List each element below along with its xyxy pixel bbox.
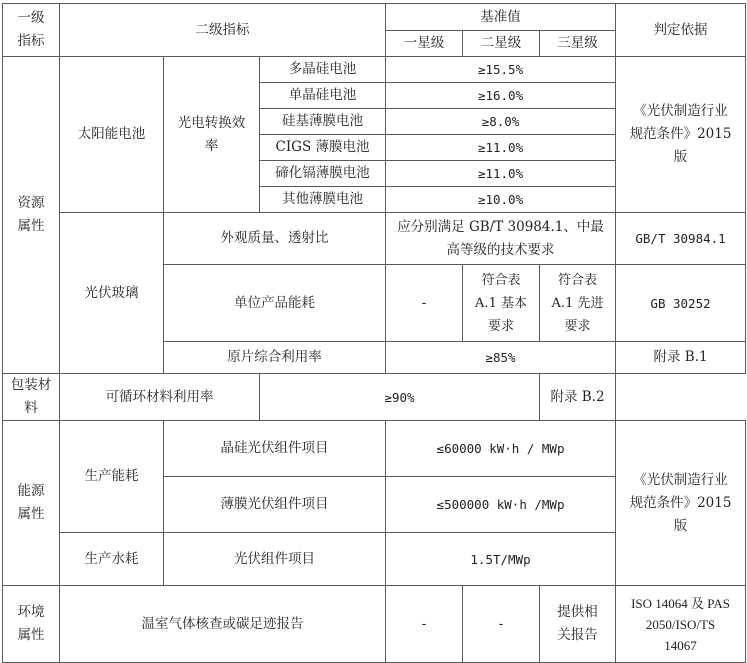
efficiency-value: ≥11.0% xyxy=(386,161,616,187)
energy-star1: - xyxy=(386,265,463,342)
efficiency-value: ≥15.5% xyxy=(386,57,616,83)
conversion-efficiency-label: 光电转换效 率 xyxy=(164,57,260,213)
env-basis: ISO 14064 及 PAS 2050/ISO/TS 14067 xyxy=(616,586,746,663)
cell-type-name: 其他薄膜电池 xyxy=(260,187,386,213)
water-project-name: 光伏组件项目 xyxy=(164,533,386,586)
efficiency-value: ≥10.0% xyxy=(386,187,616,213)
utilization-name: 原片综合利用率 xyxy=(164,342,386,374)
benchmark-header: 基准值 xyxy=(386,4,616,31)
basis-header: 判定依据 xyxy=(616,4,746,57)
project-name: 薄膜光伏组件项目 xyxy=(164,477,386,533)
env-star3: 提供相 关报告 xyxy=(540,586,616,663)
utilization-value: ≥85% xyxy=(386,342,616,374)
appearance-basis: GB/T 30984.1 xyxy=(616,213,746,265)
energy-star2: 符合表 A.1 基本 要求 xyxy=(463,265,540,342)
environment-label: 环境 属性 xyxy=(3,586,60,663)
water-value: 1.5T/MWp xyxy=(386,533,616,586)
solar-basis: 《光伏制造行业 规范条件》2015 版 xyxy=(616,57,746,213)
cell-type-name: 碲化镉薄膜电池 xyxy=(260,161,386,187)
packaging-name: 可循环材料利用率 xyxy=(60,374,260,421)
table-row xyxy=(3,57,746,83)
project-name: 晶硅光伏组件项目 xyxy=(164,421,386,477)
star2-header: 二星级 xyxy=(463,31,540,57)
utilization-basis: 附录 B.1 xyxy=(616,342,746,374)
packaging-basis: 附录 B.2 xyxy=(540,374,616,421)
cell-type-name: 多晶硅电池 xyxy=(260,57,386,83)
energy-consumption-name: 单位产品能耗 xyxy=(164,265,386,342)
energy-value: ≤60000 kW·h / MWp xyxy=(386,421,616,477)
energy-label: 能源 属性 xyxy=(3,421,60,586)
level1-header: 一级 指标 xyxy=(3,4,60,57)
efficiency-value: ≥11.0% xyxy=(386,135,616,161)
efficiency-value: ≥16.0% xyxy=(386,83,616,109)
cell-type-name: 单晶硅电池 xyxy=(260,83,386,109)
star3-header: 三星级 xyxy=(540,31,616,57)
table-row xyxy=(3,374,746,421)
energy-value: ≤500000 kW·h /MWp xyxy=(386,477,616,533)
header-row xyxy=(3,4,746,31)
solar-cell-label: 太阳能电池 xyxy=(60,57,164,213)
level2-header: 二级指标 xyxy=(60,4,386,57)
efficiency-value: ≥8.0% xyxy=(386,109,616,135)
water-consumption-label: 生产水耗 xyxy=(60,533,164,586)
cell-type-name: 硅基薄膜电池 xyxy=(260,109,386,135)
table-row xyxy=(3,421,746,477)
table-row xyxy=(3,586,746,663)
env-star1: - xyxy=(386,586,463,663)
energy-basis: 《光伏制造行业 规范条件》2015 版 xyxy=(616,421,746,586)
production-energy-label: 生产能耗 xyxy=(60,421,164,533)
appearance-name: 外观质量、透射比 xyxy=(164,213,386,265)
evaluation-table xyxy=(2,3,746,663)
energy-star3: 符合表 A.1 先进 要求 xyxy=(540,265,616,342)
ghg-report-name: 温室气体核查或碳足迹报告 xyxy=(60,586,386,663)
env-star2: - xyxy=(463,586,540,663)
table-row xyxy=(3,213,746,265)
cell-type-name: CIGS 薄膜电池 xyxy=(260,135,386,161)
packaging-value: ≥90% xyxy=(260,374,540,421)
pv-glass-label: 光伏玻璃 xyxy=(60,213,164,374)
energy-basis: GB 30252 xyxy=(616,265,746,342)
packaging-label: 包装材料 xyxy=(3,374,60,421)
resource-label: 资源 属性 xyxy=(3,57,60,374)
appearance-value: 应分别满足 GB/T 30984.1、中最 高等级的技术要求 xyxy=(386,213,616,265)
star1-header: 一星级 xyxy=(386,31,463,57)
